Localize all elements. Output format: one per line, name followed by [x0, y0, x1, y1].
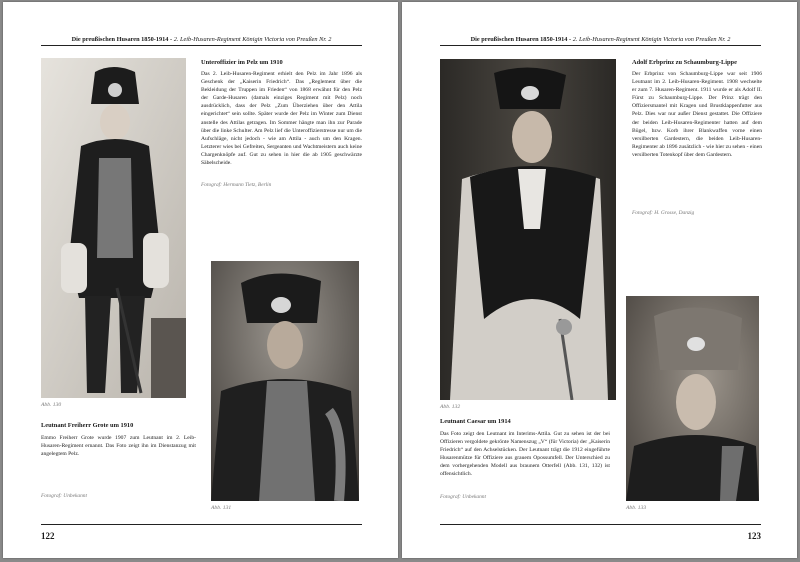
article-heading: Leutnant Freiherr Grote um 1910	[41, 422, 134, 429]
photo-130-caption: Abb. 130	[41, 402, 62, 408]
photo-132	[440, 59, 616, 400]
photo-133-caption: Abb. 133	[626, 505, 647, 511]
right-page	[402, 2, 797, 558]
footer-rule	[440, 524, 761, 525]
photo-130	[41, 58, 186, 398]
left-page	[3, 2, 398, 558]
photo-credit: Fotograf: H. Grosse, Danzig	[632, 210, 695, 216]
header-subtitle: 2. Leib-Husaren-Regiment Königin Victoria von Preußen Nr. 2	[572, 36, 731, 43]
running-header	[41, 36, 362, 44]
header-subtitle: 2. Leib-Husaren-Regiment Königin Victoria von Preußen Nr. 2	[173, 36, 332, 43]
running-header	[440, 36, 761, 44]
photo-131	[211, 261, 359, 501]
article-text: Das 2. Leib-Husaren-Regiment erhielt den Pelz im Jahr 1896 als Geschenk der „Kaiserin Friedrich“. Das „Reglement über die Bekleidung der Truppen im Frieden“ von 1868 erwähnt für den Pelz der Garde-Husaren (damals einziges Regiment mit Pelz) noch ausdrücklich, dass der Pelz „Zum Überziehen über den Attila eingerichtet“ sein sollte. Später wurde der Pelz im Winter zum Dienst anstelle des Attilas getragen. Im Sommer hängte man ihn zur Parade über die linke Schulter. Am Pelz lief die Unteroffizierstresse nur um die Aufschläge, nicht jedoch - wie am Attila - auch um den Kragen. Letzterer wies bei Gefreiten, Sergeanten und Wachtmeistern auch keine Chargenknöpfe auf. Gut zu sehen in hier die ab 1905 geschwärzte Säbelscheide.	[201, 71, 362, 167]
header-title: Die preußischen Husaren 1850-1914 -	[71, 36, 174, 43]
page-number: 123	[747, 531, 761, 541]
header-rule	[41, 45, 362, 46]
photo-133	[626, 296, 759, 501]
article-heading: Unteroffizier im Pelz um 1910	[201, 59, 283, 66]
photo-132-caption: Abb. 132	[440, 404, 461, 410]
photo-131-caption: Abb. 131	[211, 505, 232, 511]
article-text: Der Erbprinz von Schaumburg-Lippe war seit 1906 Leutnant im 2. Leib-Husaren-Regiment. 1908 wechselte er zum 7. Husaren-Regiment. 1911 wurde er als Adolf II. Fürst zu Schaumburg-Lippe. Der Prinz trägt den Offiziersmantel mit Kragen und Brustklappenfutter aus Pelz. Dies war nur außer Dienst gestattet. Die Offiziere der beiden Leib-Husaren-Regimenter hatten auf dem Bügel, bzw. Korb ihrer Blankwaffen vorne einen versilberten Gardestern, die beiden Leib-Husaren-Regimenter ab 1896 zusätzlich - wie hier zu sehen - einen versilberten Totenkopf über dem Gardestern.	[632, 71, 762, 158]
photo-credit: Fotograf: Unbekannt	[440, 494, 486, 500]
page-number: 122	[41, 531, 55, 541]
article-text: Das Foto zeigt den Leutnant im Interims-Attila. Gut zu sehen ist der bei Offizieren vergoldete gekrönte Namenszug „V“ (für Victoria) der „Kaiserin Friedrich“ auf den Achselstücken. Der Leutnant trägt die 1912 eingeführte Husarenmütze für Offiziere aus grauem Opossumfell. Der Unterschied zu dem vorhergehenden Modell aus braunem Otterfell (Abb. 131, 132) ist offensichtlich.	[440, 431, 610, 478]
photo-credit: Fotograf: Hermann Tietz, Berlin	[201, 182, 272, 188]
header-rule	[440, 45, 761, 46]
footer-rule	[41, 524, 362, 525]
article-heading: Adolf Erbprinz zu Schaumburg-Lippe	[632, 59, 737, 66]
article-text: Emmo Freiherr Grote wurde 1907 zum Leutnant im 2. Leib-Husaren-Regiment ernannt. Das Foto zeigt ihn im Dienstanzug mit angelegtem Pelz.	[41, 435, 196, 458]
photo-credit: Fotograf: Unbekannt	[41, 493, 87, 499]
header-title: Die preußischen Husaren 1850-1914 -	[470, 36, 573, 43]
article-heading: Leutnant Caesar um 1914	[440, 418, 511, 425]
